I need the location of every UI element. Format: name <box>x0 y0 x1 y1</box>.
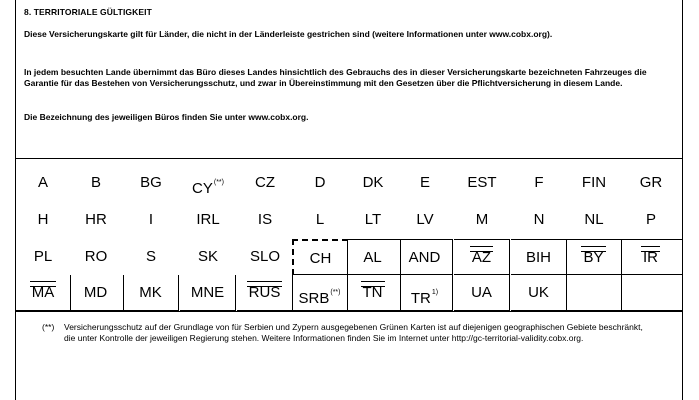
country-code: H <box>37 211 49 228</box>
country-cell-ro <box>68 239 124 275</box>
country-cell-hr <box>68 202 124 238</box>
country-code: IRL <box>196 211 220 228</box>
country-code: RUS <box>249 275 281 311</box>
country-code: CY <box>192 180 213 197</box>
country-code: I <box>148 211 154 228</box>
country-cell-ir <box>619 239 683 275</box>
country-code: MA <box>32 275 55 311</box>
country-cell-is <box>237 202 293 238</box>
country-cell-pl <box>15 239 71 275</box>
country-code: P <box>645 211 656 228</box>
country-code: FIN <box>581 174 607 191</box>
divider-bottom <box>15 311 683 312</box>
country-code: TR <box>410 290 431 307</box>
country-cell-ch <box>292 239 348 275</box>
country-cell-cz <box>237 165 293 201</box>
country-code: AZ <box>472 240 491 276</box>
country-code: EST <box>467 174 497 191</box>
country-cell-srb <box>292 275 348 311</box>
country-code: E <box>419 174 430 191</box>
footnote-marker: (**) <box>330 289 341 296</box>
footnote <box>44 322 654 344</box>
country-cell-uk <box>511 275 567 311</box>
bureau-paragraph: Die Bezeichnung des jeweiligen Büros finden Sie unter www.cobx.org. <box>24 112 309 122</box>
country-code: DK <box>362 174 384 191</box>
country-cell-mk <box>123 275 179 311</box>
country-cell-slo <box>237 239 293 275</box>
country-code: IR <box>643 240 658 276</box>
guarantee-paragraph: In jedem besuchten Lande übernimmt das Büro dieses Landes hinsichtlich des Gebrauchs des in dieser Versicherungskarte bezeichneten Fahrzeuges die Garantie für das Bestehen von Versicherungsschutz, und zwar in Übereinstimmung mit den Gesetzen über die Pflichtversicherung in diesem Lande. <box>24 67 647 88</box>
footnote-text: Versicherungsschutz auf der Grundlage von für Serbien und Zypern ausgegebenen Grünen Karten ist auf diejenigen geographischen Gebiete beschränkt, die unter Kontrolle der jeweiligen Regierung stehen. Weitere Informationen finden Sie im Internet unter http://gc-territorial-validity.cobx.org. <box>64 322 643 343</box>
country-cell-tn <box>345 275 401 311</box>
country-code: IS <box>257 211 273 228</box>
country-cell-n <box>511 202 567 238</box>
country-cell-i <box>123 202 179 238</box>
country-code: PL <box>33 248 53 265</box>
country-cell-ma <box>15 275 71 311</box>
country-cell-sk <box>180 239 236 275</box>
country-cell-lv <box>397 202 453 238</box>
country-code: SLO <box>249 248 280 265</box>
country-code: L <box>315 211 325 228</box>
country-code: MD <box>83 284 108 301</box>
country-code: BG <box>140 174 162 191</box>
footnote-marker: (**) <box>213 179 224 186</box>
country-code: SRB <box>298 290 330 307</box>
country-code: NL <box>584 211 604 228</box>
country-cell-m <box>454 202 510 238</box>
footnote-marker: 1) <box>431 289 439 296</box>
country-code: D <box>314 174 326 191</box>
country-code: F <box>534 174 544 191</box>
country-code: BY <box>583 240 603 276</box>
country-cell-irl <box>180 202 236 238</box>
country-cell-mne <box>180 275 236 311</box>
country-cell-dk <box>345 165 401 201</box>
country-cell-h <box>15 202 71 238</box>
country-cell-tr <box>397 275 453 311</box>
country-cell-nl <box>566 202 622 238</box>
country-cell-ua <box>454 275 510 311</box>
country-code: B <box>90 174 101 191</box>
country-cell-e <box>397 165 453 201</box>
country-cell-by <box>566 239 622 275</box>
country-cell-rus <box>237 275 293 311</box>
validity-paragraph: Diese Versicherungskarte gilt für Länder, die nicht in der Länderleiste gestrichen sind (weitere Informationen unter www.cobx.org). <box>24 29 553 39</box>
country-cell-al <box>345 239 401 275</box>
country-code: CZ <box>255 174 275 191</box>
country-cell-bg <box>123 165 179 201</box>
country-code: MNE <box>190 284 225 301</box>
country-cell-and <box>397 239 453 275</box>
country-cell-fin <box>566 165 622 201</box>
empty-country-cell <box>619 275 683 311</box>
country-code: HR <box>85 211 107 228</box>
country-code: A <box>37 174 48 191</box>
country-cell-d <box>292 165 348 201</box>
country-code: UA <box>471 284 492 301</box>
country-code: M <box>475 211 489 228</box>
country-code: UK <box>528 284 549 301</box>
country-code: TN <box>363 275 383 311</box>
country-cell-p <box>619 202 683 238</box>
empty-country-cell <box>566 275 622 311</box>
country-code: CH <box>309 250 332 267</box>
section-title: 8. TERRITORIALE GÜLTIGKEIT <box>24 7 152 17</box>
country-cell-b <box>68 165 124 201</box>
country-cell-gr <box>619 165 683 201</box>
country-code: N <box>533 211 545 228</box>
country-code: AND <box>408 249 441 266</box>
country-cell-az <box>454 239 510 275</box>
country-cell-l <box>292 202 348 238</box>
country-cell-bih <box>511 239 567 275</box>
country-code: GR <box>639 174 663 191</box>
divider-top <box>15 158 683 159</box>
country-cell-a <box>15 165 71 201</box>
footnote-mark: (**) <box>42 322 55 332</box>
country-code: AL <box>363 249 382 266</box>
country-code: LV <box>416 211 434 228</box>
country-cell-md <box>68 275 124 311</box>
country-code: SK <box>197 248 218 265</box>
country-cell-cy <box>180 165 236 201</box>
country-cell-f <box>511 165 567 201</box>
country-code: BIH <box>525 249 551 266</box>
country-cell-est <box>454 165 510 201</box>
country-cell-s <box>123 239 179 275</box>
country-code: LT <box>364 211 382 228</box>
country-cell-lt <box>345 202 401 238</box>
country-code: MK <box>139 284 162 301</box>
country-code: S <box>145 248 156 265</box>
country-code: RO <box>84 248 108 265</box>
